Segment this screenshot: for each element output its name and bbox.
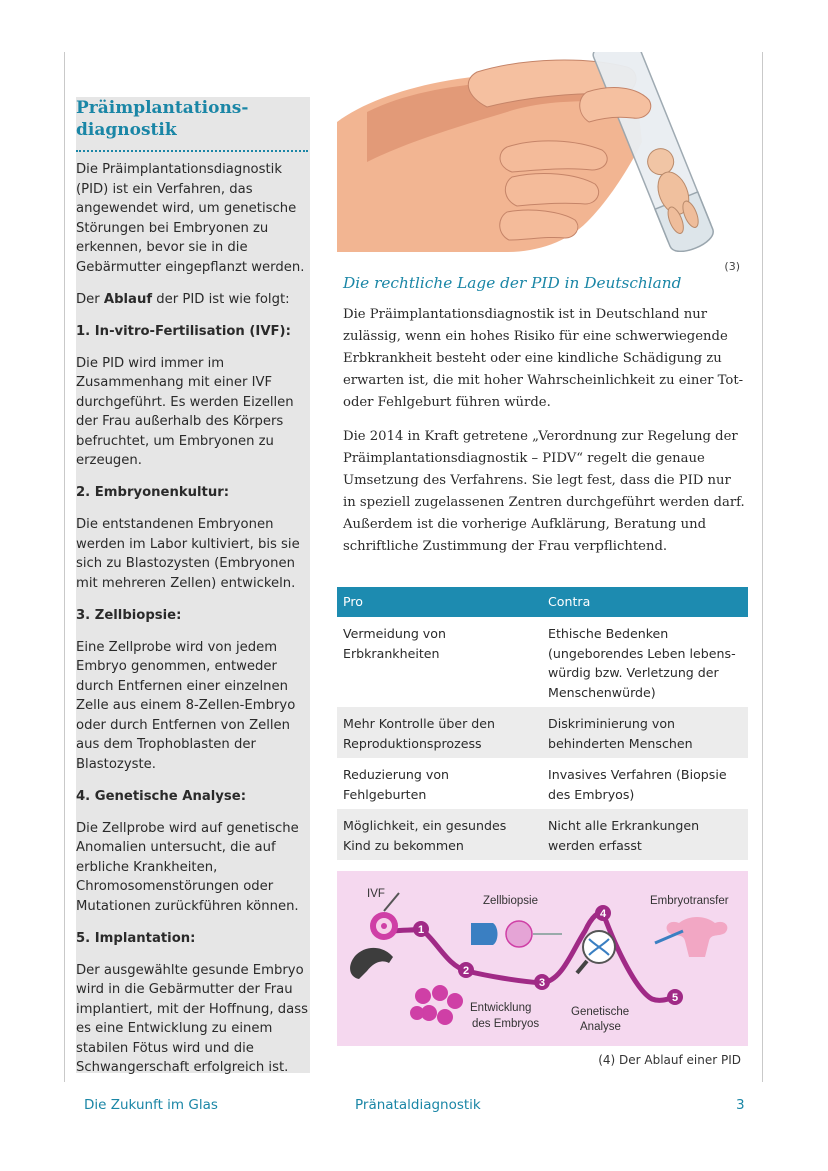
sidebar-title-divider: [76, 150, 308, 152]
label-entwicklung-2: des Embryos: [472, 1018, 540, 1030]
step-text: Die PID wird immer im Zusammenhang mit einer IVF durchgeführt. Es werden Eizellen der Frau außerhalb des Körpers befruchtet, um Embryonen zu erzeugen.: [76, 355, 294, 468]
pid-process-diagram: [337, 871, 748, 1046]
table-cell: Vermeidung von Erbkrankheiten: [337, 617, 542, 707]
step-marker: [413, 921, 429, 937]
table-cell: Reduzierung von Fehlgeburten: [337, 758, 542, 809]
article-title: Die rechtliche Lage der PID in Deutschland: [343, 274, 682, 292]
step-heading: 2. Embryonenkultur:: [76, 485, 229, 500]
table-row: [337, 617, 748, 707]
label-analyse-2: Analyse: [580, 1021, 621, 1033]
left-margin-rule: [64, 52, 65, 1082]
biopsy-pipette-icon: [471, 923, 498, 945]
label-embryotransfer: Embryotransfer: [650, 895, 729, 907]
table-cell: Diskriminierung von behinderten Menschen: [542, 707, 748, 758]
label-zellbiopsie: Zellbiopsie: [483, 895, 538, 907]
sidebar-intro: Die Präimplantationsdiagnostik (PID) ist ein Verfahren, das angewendet wird, um genetische Störungen bei Embryonen zu erkennen, bevor sie in die Gebärmutter eingepflanzt werden.: [76, 162, 305, 275]
step-text: Die Zellprobe wird auf genetische Anomalien untersucht, die auf erbliche Krankheiten, Chromosomenstörungen oder Mutationen zurückführen können.: [76, 820, 299, 914]
svg-text:5: 5: [671, 992, 679, 1004]
step-marker: [458, 962, 474, 978]
label-ivf: IVF: [367, 888, 385, 900]
step-text: Eine Zellprobe wird von jedem Embryo genommen, entweder durch Entfernen einer einzelnen Zelle aus einem 8-Zellen-Embryo oder durch Entfernen von Zellen aus dem Trophoblasten der Blastozyste.: [76, 639, 296, 772]
table-header-row: [337, 587, 748, 617]
flow-pre: Der: [76, 291, 104, 307]
svg-text:1: 1: [417, 924, 425, 936]
step-text: Der ausgewählte gesunde Embryo wird in die Gebärmutter der Frau implantiert, mit der Hoffnung, dass es eine Entwicklung zu einem stabilen Fötus wird und die Schwangerschaft erfolgreich ist.: [76, 962, 308, 1075]
header-contra: Contra: [542, 587, 748, 617]
article-paragraph: Die Präimplantationsdiagnostik ist in Deutschland nur zulässig, wenn ein hohes Risiko für eine schwerwiegende Erbkrankheit besteht oder eine kindliche Schädigung zu erwarten ist, die mit hoher Wahrscheinlichkeit zu einer Tot- oder Fehlgeburt führen würde.: [343, 307, 744, 410]
sidebar-body: [76, 160, 312, 1090]
step-marker: [534, 974, 550, 990]
page-number: 3: [736, 1097, 745, 1113]
step-text: Die entstandenen Embryonen werden im Labor kultiviert, bis sie sich zu Blastozysten (Embryonen mit mehreren Zellen) entwickeln.: [76, 517, 300, 591]
step-heading: 3. Zellbiopsie:: [76, 607, 182, 623]
step-heading: 4. Genetische Analyse:: [76, 788, 246, 804]
table-cell: Nicht alle Erkrankungen werden erfasst: [542, 809, 748, 860]
table-cell: Mehr Kontrolle über den Reproduktionsprozess: [337, 707, 542, 758]
sidebar-title: [76, 97, 306, 141]
sidebar-title-line1: Präimplantations-: [76, 98, 249, 118]
svg-text:2: 2: [462, 965, 470, 977]
flow-bold: Ablauf: [103, 291, 153, 307]
step-marker: [595, 905, 611, 921]
table-cell: Möglichkeit, ein gesundes Kind zu bekommen: [337, 809, 542, 860]
hand-test-tube-illustration: [337, 52, 739, 252]
sidebar-title-line2: diagnostik: [76, 120, 177, 140]
footer-title: Die Zukunft im Glas: [84, 1097, 218, 1113]
label-analyse-1: Genetische: [571, 1006, 630, 1018]
right-margin-rule: [762, 52, 763, 1082]
diagram-caption: (4) Der Ablauf einer PID: [598, 1053, 741, 1067]
step-marker: [667, 989, 683, 1005]
svg-text:3: 3: [538, 977, 546, 989]
table-row: [337, 707, 748, 758]
embryo-cell-icon: [506, 921, 532, 947]
sidebar-flow-line: [76, 290, 312, 310]
article-body: [343, 304, 747, 570]
step-heading: 1. In-vitro-Fertilisation (IVF):: [76, 323, 291, 339]
illustration-credit: (3): [724, 260, 740, 273]
table-cell: Invasives Verfahren (Biopsie des Embryos): [542, 758, 748, 809]
table-cell: Ethische Bedenken (ungeborendes Leben lebenswürdig bzw. Verletzung der Menschenwürde): [542, 617, 748, 707]
footer-section: Pränataldiagnostik: [355, 1097, 481, 1113]
header-pro: Pro: [337, 587, 542, 617]
pro-contra-table: [337, 587, 748, 860]
label-entwicklung-1: Entwicklung: [470, 1002, 532, 1014]
table-row: [337, 809, 748, 860]
flow-post: der PID ist wie folgt:: [152, 291, 290, 307]
step-heading: 5. Implantation:: [76, 930, 196, 946]
article-paragraph: Die 2014 in Kraft getretene „Verordnung zur Regelung der Präimplantationsdiagnostik – PIDV“ regelt die genaue Umsetzung des Verfahrens. Sie legt fest, dass die PID nur in speziell zugelassenen Zentren durchgeführt werden darf. Außerdem ist die vorherige Aufklärung, Beratung und schriftliche Zustimmung der Frau verpflichtend.: [343, 429, 745, 554]
svg-text:4: 4: [599, 908, 607, 920]
table-row: [337, 758, 748, 809]
